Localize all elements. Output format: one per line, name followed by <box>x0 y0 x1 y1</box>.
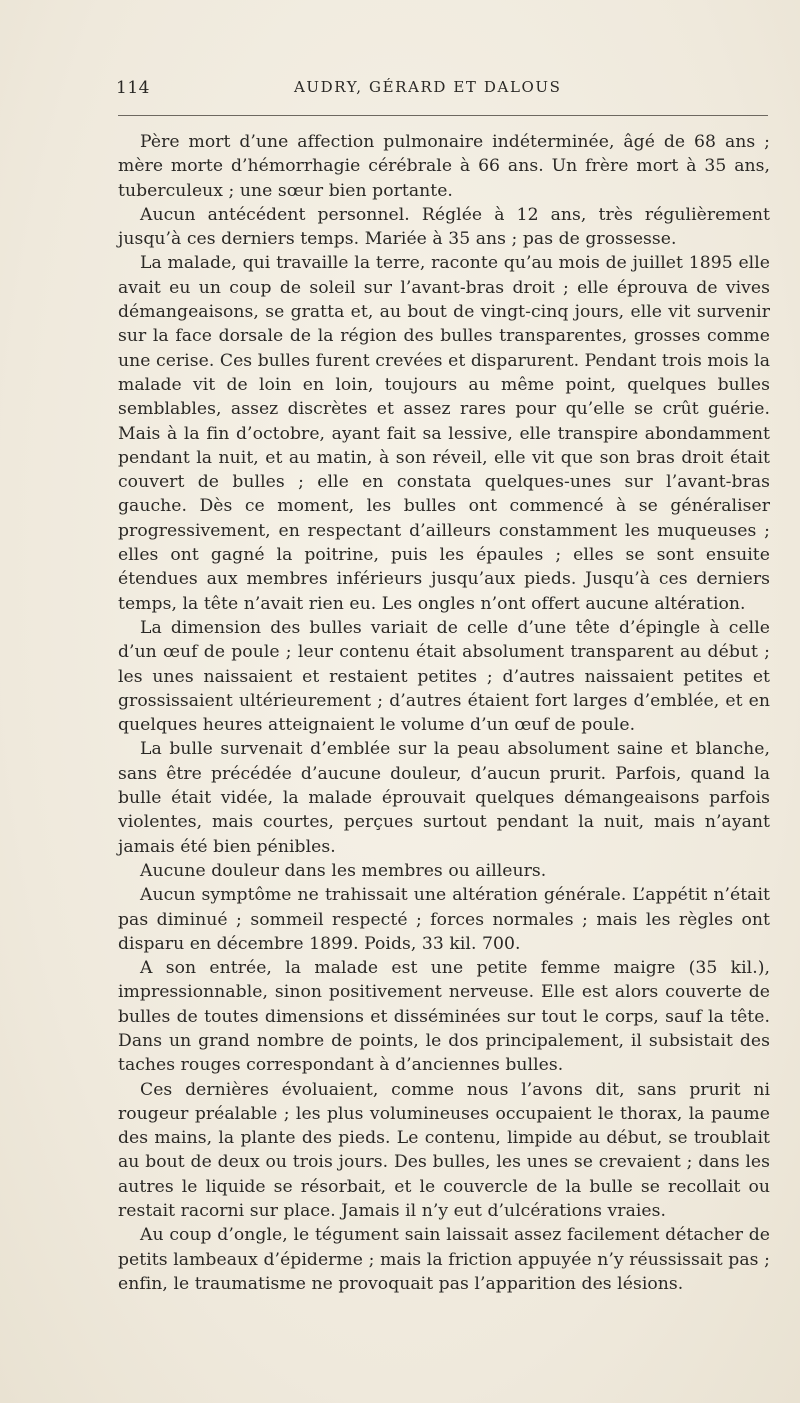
paragraph: Aucun symptôme ne trahissait une altération générale. L’appétit n’était pas diminué ; sommeil respecté ; forces normales ; mais les règles ont disparu en décembre 1899. Poids, 33 kil. 700. <box>118 885 770 954</box>
paragraph: Aucune douleur dans les membres ou ailleurs. <box>140 860 547 881</box>
paragraph: La malade, qui travaille la terre, raconte qu’au mois de juillet 1895 elle avait eu un coup de soleil sur l’avant-bras droit ; elle éprouva de vives démangeaisons, se gratta et, au bout de vingt-cinq jours, elle vit survenir sur la face dorsale de la région des bulles transparentes, grosses comme une cerise. Ces bulles furent crevées et disparurent. Pendant trois mois la malade vit de loin en loin, toujours au même point, quelques bulles semblables, assez discrètes et assez rares pour qu’elle se crût guérie. Mais à la fin d’octobre, ayant fait sa lessive, elle transpire abondamment pendant la nuit, et au matin, à son réveil, elle vit que son bras droit était couvert de bulles ; elle en constata quelques-unes sur l’avant-bras gauche. Dès ce moment, les bulles ont commencé à se généraliser progressivement, en respectant d’ailleurs constamment les muqueuses ; elles ont gagné la poitrine, puis les épaules ; elles se sont ensuite étendues aux membres inférieurs jusqu’aux pieds. Jusqu’à ces derniers temps, la tête n’avait rien eu. Les ongles n’ont offert aucune altération. <box>118 253 770 614</box>
paragraph: La bulle survenait d’emblée sur la peau absolument saine et blanche, sans être précédée d’aucune douleur, d’aucun prurit. Parfois, quand la bulle était vidée, la malade éprouvait quelques démangeaisons parfois violentes, mais courtes, perçues surtout pendant la nuit, mais n’ayant jamais été bien pénibles. <box>118 739 770 857</box>
page-header <box>116 78 768 100</box>
paragraph: Ces dernières évoluaient, comme nous l’avons dit, sans prurit ni rougeur préalable ; les plus volumineuses occupaient le thorax, la paume des mains, la plante des pieds. Le contenu, limpide au début, se troublait au bout de deux ou trois jours. Des bulles, les unes se crevaient ; dans les autres le liquide se résorbait, et le couvercle de la bulle se recollait ou restait racorni sur place. Jamais il n’y eut d’ulcérations vraies. <box>118 1079 770 1222</box>
running-head: AUDRY, GÉRARD ET DALOUS <box>294 78 562 96</box>
paragraph: A son entrée, la malade est une petite femme maigre (35 kil.), impressionnable, sinon positivement nerveuse. Elle est alors couverte de bulles de toutes dimensions et disséminées sur tout le corps, sauf la tête. Dans un grand nombre de points, le dos principalement, il subsistait des taches rouges correspondant à d’anciennes bulles. <box>118 958 770 1076</box>
paragraph: Père mort d’une affection pulmonaire indéterminée, âgé de 68 ans ; mère morte d’hémorrhagie cérébrale à 66 ans. Un frère mort à 35 ans, tuberculeux ; une sœur bien portante. <box>118 132 770 201</box>
paragraph: Aucun antécédent personnel. Réglée à 12 ans, très régulièrement jusqu’à ces derniers temps. Mariée à 35 ans ; pas de grossesse. <box>118 204 770 250</box>
page-number: 114 <box>116 78 150 98</box>
body-text <box>118 130 770 1296</box>
header-rule <box>118 115 768 116</box>
paragraph: Au coup d’ongle, le tégument sain laissait assez facilement détacher de petits lambeaux d’épiderme ; mais la friction appuyée n’y réussissait pas ; enfin, le traumatisme ne provoquait pas l’apparition des lésions. <box>118 1225 770 1294</box>
paragraph: La dimension des bulles variait de celle d’une tête d’épingle à celle d’un œuf de poule ; leur contenu était absolument transparent au début ; les unes naissaient et restaient petites ; d’autres naissaient petites et grossissaient ultérieurement ; d’autres étaient fort larges d’emblée, et en quelques heures atteignaient le volume d’un œuf de poule. <box>118 617 770 736</box>
